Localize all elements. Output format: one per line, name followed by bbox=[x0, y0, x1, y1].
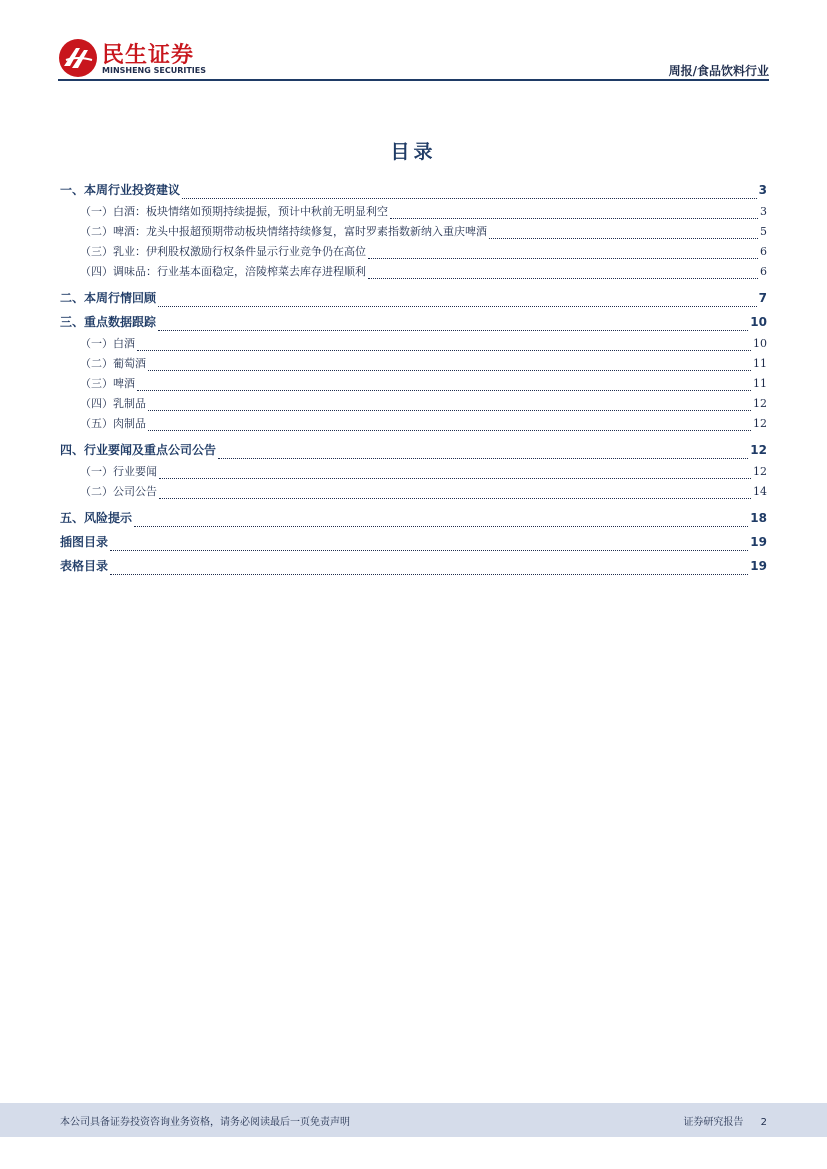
toc-subsection-entry[interactable] bbox=[60, 202, 767, 222]
toc-subsection-entry[interactable] bbox=[60, 374, 767, 394]
toc-page-number: 5 bbox=[760, 225, 767, 238]
toc-page-number: 6 bbox=[760, 265, 767, 278]
toc-entry-label: （一）白酒 bbox=[80, 337, 135, 350]
toc-entry-label: （一）白酒：板块情绪如预期持续提振，预计中秋前无明显利空 bbox=[80, 205, 388, 218]
toc-entry-label: （三）乳业：伊利股权激励行权条件显示行业竞争仍在高位 bbox=[80, 245, 366, 258]
toc-page-number: 11 bbox=[753, 377, 767, 390]
toc-dot-leader bbox=[368, 257, 758, 259]
toc-entry-label: （二）公司公告 bbox=[80, 485, 157, 498]
toc-entry-label: 五、风险提示 bbox=[60, 511, 133, 525]
toc-entry-label: （一）行业要闻 bbox=[80, 465, 157, 478]
toc-subsection-entry[interactable] bbox=[60, 414, 767, 434]
toc-entry-label: 表格目录 bbox=[60, 559, 109, 573]
toc-dot-leader bbox=[390, 217, 758, 219]
toc-dot-leader bbox=[137, 389, 751, 391]
toc-entry-label: 一、本周行业投资建议 bbox=[60, 183, 181, 197]
footer-page-number: 2 bbox=[760, 1117, 767, 1128]
toc-dot-leader bbox=[110, 549, 748, 551]
toc-page-number: 7 bbox=[758, 291, 767, 305]
toc-page-number: 6 bbox=[760, 245, 767, 258]
toc-page-number: 11 bbox=[753, 357, 767, 370]
toc-page-number: 18 bbox=[750, 511, 767, 525]
toc-page-number: 12 bbox=[753, 417, 767, 430]
toc-dot-leader bbox=[489, 237, 758, 239]
toc-dot-leader bbox=[159, 497, 751, 499]
toc-section-entry[interactable] bbox=[60, 506, 767, 530]
logo-text-en: MINSHENG SECURITIES bbox=[102, 66, 206, 75]
toc-title: 目录 bbox=[390, 141, 437, 163]
toc-dot-leader bbox=[218, 457, 748, 459]
header-divider bbox=[58, 79, 769, 81]
toc-page-number: 14 bbox=[753, 485, 767, 498]
footer-right bbox=[683, 1113, 767, 1128]
toc-entry-label: 四、行业要闻及重点公司公告 bbox=[60, 443, 217, 457]
toc-page-number: 10 bbox=[750, 315, 767, 329]
toc-subsection-entry[interactable] bbox=[60, 262, 767, 282]
toc-page-number: 3 bbox=[760, 205, 767, 218]
toc-subsection-entry[interactable] bbox=[60, 354, 767, 374]
logo-text-cn: 民生证券 bbox=[102, 43, 195, 68]
toc-subsection-entry[interactable] bbox=[60, 242, 767, 262]
toc-subsection-entry[interactable] bbox=[60, 222, 767, 242]
toc-page-number: 10 bbox=[753, 337, 767, 350]
toc-entry-label: 插图目录 bbox=[60, 535, 109, 549]
toc-dot-leader bbox=[148, 369, 751, 371]
toc-page-number: 19 bbox=[750, 559, 767, 573]
toc-section-entry[interactable] bbox=[60, 530, 767, 554]
toc-page-number: 12 bbox=[753, 465, 767, 478]
toc-dot-leader bbox=[148, 409, 751, 411]
toc-dot-leader bbox=[134, 525, 748, 527]
toc-dot-leader bbox=[110, 573, 748, 575]
toc-dot-leader bbox=[368, 277, 758, 279]
company-logo bbox=[58, 36, 218, 80]
toc-entry-label: （五）肉制品 bbox=[80, 417, 146, 430]
toc-dot-leader bbox=[148, 429, 751, 431]
toc-page-number: 19 bbox=[750, 535, 767, 549]
toc-dot-leader bbox=[137, 349, 751, 351]
toc-section-entry[interactable] bbox=[60, 178, 767, 202]
toc-dot-leader bbox=[158, 329, 748, 331]
toc-dot-leader bbox=[182, 197, 757, 199]
toc-entry-label: 三、重点数据跟踪 bbox=[60, 315, 157, 329]
table-of-contents bbox=[60, 178, 767, 578]
report-type-label: 周报/食品饮料行业 bbox=[668, 64, 769, 78]
page-footer bbox=[0, 1103, 827, 1137]
toc-entry-label: （二）葡萄酒 bbox=[80, 357, 146, 370]
minsheng-logo-icon bbox=[58, 38, 98, 78]
footer-disclaimer: 本公司具备证券投资咨询业务资格，请务必阅读最后一页免责声明 bbox=[60, 1117, 350, 1128]
toc-page-number: 12 bbox=[753, 397, 767, 410]
toc-dot-leader bbox=[158, 305, 757, 307]
toc-entry-label: （四）调味品：行业基本面稳定，涪陵榨菜去库存进程顺利 bbox=[80, 265, 366, 278]
toc-section-entry[interactable] bbox=[60, 310, 767, 334]
toc-dot-leader bbox=[159, 477, 751, 479]
toc-entry-label: （四）乳制品 bbox=[80, 397, 146, 410]
toc-subsection-entry[interactable] bbox=[60, 482, 767, 502]
toc-section-entry[interactable] bbox=[60, 438, 767, 462]
toc-subsection-entry[interactable] bbox=[60, 334, 767, 354]
toc-entry-label: （三）啤酒 bbox=[80, 377, 135, 390]
toc-subsection-entry[interactable] bbox=[60, 462, 767, 482]
toc-page-number: 3 bbox=[758, 183, 767, 197]
toc-entry-label: （二）啤酒：龙头中报超预期带动板块情绪持续修复，富时罗素指数新纳入重庆啤酒 bbox=[80, 225, 487, 238]
toc-section-entry[interactable] bbox=[60, 286, 767, 310]
toc-page-number: 12 bbox=[750, 443, 767, 457]
toc-subsection-entry[interactable] bbox=[60, 394, 767, 414]
footer-report-label: 证券研究报告 bbox=[683, 1117, 744, 1128]
page-header bbox=[58, 36, 769, 80]
toc-section-entry[interactable] bbox=[60, 554, 767, 578]
toc-entry-label: 二、本周行情回顾 bbox=[60, 291, 157, 305]
